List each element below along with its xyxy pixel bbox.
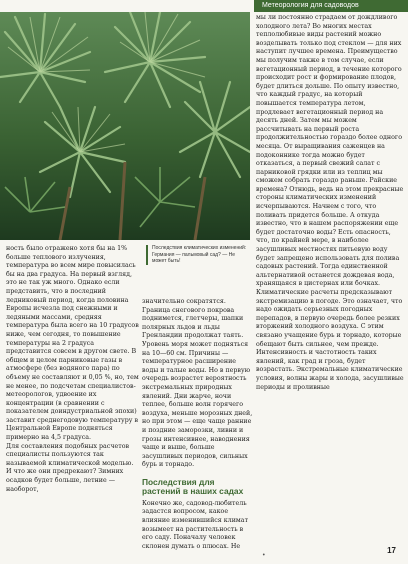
- photo-caption: Последствия климатических изменений: Германия — пальмовый сад? — Не может быть!: [146, 245, 250, 265]
- section-heading: Последствия для растений в наших садах: [142, 476, 244, 497]
- palm-garden-photo: [0, 12, 250, 240]
- paragraph: Для составления подобных расчетов специалисты пользуются так называемой климатической моделью. И что же они предрекают? Зимних осадков будет больше, летние — наоборот,: [6, 442, 134, 493]
- text-column-1: [6, 245, 140, 494]
- paragraph: ность было отражено хотя бы на 1% больше теплового излучения, температура во всем мире повысилась бы на два градуса. На первый взгляд, это не так уж много. Однако если представить, что в последний ледниковый период, когда половина Европы исчезла под снежными и ледяными массами, средняя температура была всего на 10 градусов ниже, чем сегодня, то повышение температуры на 2 градуса представится совсем в другом свете. В общем и целом парниковые газы в атмосфере (без водяного пара) по объему не составляют и 0,05 %, но, тем не менее, по подсчетам специалистов-метеорологов, удвоение их концентрации (в сравнении с показателем доиндустриальной эпохи) заставит среднегодовую температуру в Центральной Европе подняться примерно на 4,5 градуса.: [6, 245, 139, 442]
- paragraph: Климатические расчеты предсказывают экстремизацию в погоде. Это означает, что надо ожидать серьезных погодных перепадов, в первую очередь более резких вторжений холодного воздуха. С этим связано учащение бурь и торнадо, которые обещают быть сильнее, чем прежде. Интенсивность и частотность таких явлений, как град и гроза, будет возрастать. Экстремальные климатические условия, волны жары и холода, засушливые периоды и проливные: [256, 289, 404, 391]
- section-title: Метеорология для садоводов: [262, 2, 359, 9]
- footer-dot: •: [262, 552, 266, 559]
- paragraph: мы ли постоянно страдаем от дождливого холодного лета? Во многих местах теплолюбивые виды растений можно возделывать только под стеклом — для них наступит лучшее времена. Преимущество мы получим также в том случае, если вегетационный период, в течение которого происходит рост и формирование плодов, будет длиться дольше. По опыту известно, что каждый градус, на который повышается температура летом, продлевает вегетационный период на десять дней. Затем мы можем рассчитывать на первый роста продолжительностью гораздо более одного месяца. От выращивания саженцев на подоконнике тогда можно будет отказаться, а первый свежий салат с парниковой грядки или из теплиц мы сможем собрать гораздо раньше. Райские времена? Отнюдь, ведь на этом прекрасные стороны климатических изменений исчерпываются. Начнем с того, что поливать придется больше. А откуда известно, что в нашем распоряжении еще будет достаточно воды? Есть опасность, что, по крайней мере, в наиболее засушливых местностях питьевую воду будет запрещено использовать для полива садовых растений. Тогда единственной альтернативой останется дождевая вода, хранящаяся в цистернах или бочках.: [256, 14, 404, 288]
- paragraph: Конечно же, садовод-любитель задастся вопросом, какое влияние изменившийся климат возымеет на растительность в его саду. Поначалу человек склонен думать о плюсах. Не: [142, 499, 249, 550]
- text-column-2: [142, 298, 254, 551]
- section-header-bar: [254, 0, 408, 12]
- paragraph: значительно сократятся. Граница снегового покрова поднимется, глетчеры, шапки полярных льдов и льды Гренландии продолжат таять. Уровень моря может подняться на 10—60 см. Причины — температурное расширение воды и талые воды. Но в первую очередь возрастет вероятность экстремальных природных явлений. Дни жарче, ночи теплее, больше волн горячего воздуха, меньше морозных дней, но при этом — еще чаще ранние и поздние заморозки, ливни и грозы интенсивнее, наводнения чаще и выше, больше засушливых периодов, сильных бурь и торнадо.: [142, 298, 253, 469]
- page-number: 17: [387, 546, 396, 555]
- text-column-3: [256, 14, 404, 392]
